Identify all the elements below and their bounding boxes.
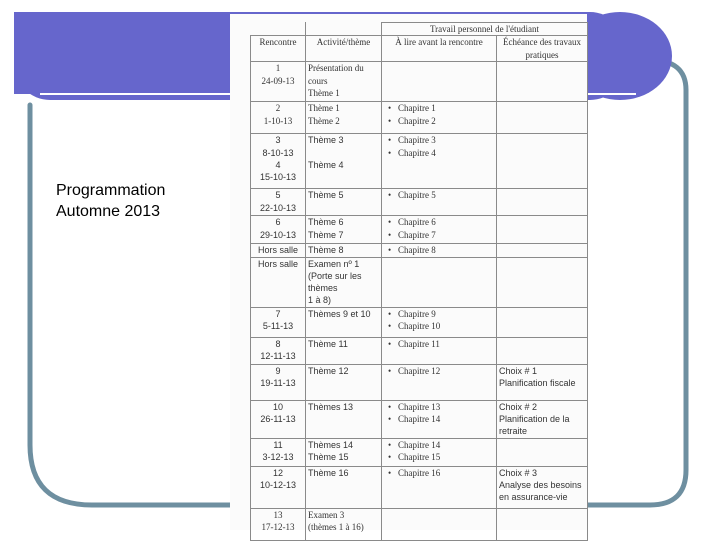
- cell-lectures: [382, 307, 497, 337]
- cell-line: Thème 16: [308, 467, 349, 478]
- cell-lectures: [382, 244, 497, 257]
- cell-echeance: [497, 364, 588, 400]
- cell-lectures: [382, 216, 497, 244]
- table-row: [251, 364, 588, 400]
- cell-line: 12: [272, 467, 283, 478]
- cell-line: 3-12-13: [262, 451, 294, 462]
- reading-item: • Chapitre 12: [384, 365, 494, 377]
- cell-line: 3: [275, 135, 281, 146]
- cell-activite: [306, 466, 382, 508]
- cell-line: Hors salle: [257, 258, 298, 269]
- cell-rencontre: [251, 189, 306, 216]
- schedule-table: [250, 22, 588, 541]
- cell-rencontre: [251, 134, 306, 189]
- header-group: Travail personnel de l'étudiant: [382, 23, 588, 36]
- cell-line: Thème 3: [308, 135, 344, 146]
- reading-item: • Chapitre 4: [384, 147, 494, 159]
- cell-activite: [306, 307, 382, 337]
- reading-item: • Chapitre 16: [384, 467, 494, 479]
- table-row: [251, 466, 588, 508]
- cell-line: 5-11-13: [262, 321, 294, 332]
- cell-line: [308, 147, 379, 159]
- reading-item: • Chapitre 2: [384, 115, 494, 127]
- cell-echeance: [497, 62, 588, 102]
- cell-lectures: [382, 364, 497, 400]
- reading-item: • Chapitre 7: [384, 229, 494, 241]
- cell-lectures: [382, 466, 497, 508]
- slide-title: Programmation Automne 2013: [56, 182, 166, 220]
- cell-echeance: [497, 438, 588, 466]
- cell-activite: [306, 337, 382, 364]
- header-empty: [306, 23, 382, 36]
- cell-lectures: [382, 257, 497, 307]
- cell-line: 22-10-13: [259, 202, 297, 213]
- reading-item: • Chapitre 13: [384, 401, 494, 413]
- reading-item: • Chapitre 15: [384, 451, 494, 463]
- cell-line: Thèmes 14: [308, 439, 354, 450]
- cell-line: Planification fiscale: [499, 378, 576, 389]
- table-row: [251, 189, 588, 216]
- cell-activite: [306, 62, 382, 102]
- table-row: [251, 134, 588, 189]
- table-row: [251, 400, 588, 438]
- cell-activite: [306, 438, 382, 466]
- cell-line: 1 à 8): [308, 295, 332, 306]
- cell-echeance: [497, 257, 588, 307]
- reading-item: • Chapitre 9: [384, 308, 494, 320]
- cell-line: Hors salle: [257, 245, 298, 256]
- cell-lectures: [382, 102, 497, 134]
- cell-activite: [306, 400, 382, 438]
- cell-rencontre: [251, 216, 306, 244]
- reading-item: • Chapitre 11: [384, 338, 494, 350]
- cell-lectures: [382, 400, 497, 438]
- cell-line: 10: [272, 401, 283, 412]
- cell-line: Thèmes 9 et 10: [308, 308, 371, 319]
- schedule-rows: [251, 62, 588, 540]
- cell-echeance: [497, 337, 588, 364]
- cell-lectures: [382, 189, 497, 216]
- table-row: [251, 244, 588, 257]
- cell-activite: [306, 244, 382, 257]
- cell-lectures: [382, 438, 497, 466]
- cell-echeance: [497, 216, 588, 244]
- cell-activite: [306, 134, 382, 189]
- reading-item: • Chapitre 10: [384, 320, 494, 332]
- table-row: [251, 257, 588, 307]
- cell-echeance: [497, 102, 588, 134]
- cell-activite: [306, 364, 382, 400]
- cell-line: Thème 11: [308, 338, 348, 349]
- header-rencontre: Rencontre: [251, 36, 306, 62]
- cell-activite: [306, 257, 382, 307]
- cell-lectures: [382, 62, 497, 102]
- cell-rencontre: [251, 257, 306, 307]
- reading-item: • Chapitre 8: [384, 244, 494, 256]
- table-row: [251, 62, 588, 102]
- cell-line: 13: [273, 509, 283, 520]
- table-row: [251, 337, 588, 364]
- cell-line: 8-10-13: [262, 147, 294, 158]
- cell-line: (Porte sur les thèmes: [308, 270, 362, 294]
- cell-line: Thème 2: [308, 115, 340, 126]
- cell-rencontre: [251, 364, 306, 400]
- cell-lectures: [382, 337, 497, 364]
- cell-activite: [306, 102, 382, 134]
- cell-echeance: [497, 508, 588, 540]
- cell-line: Thème 5: [308, 190, 344, 201]
- reading-item: • Chapitre 3: [384, 134, 494, 146]
- cell-line: Thème 4: [308, 159, 344, 170]
- cell-line: Planification de la retraite: [499, 414, 570, 437]
- cell-rencontre: [251, 438, 306, 466]
- cell-line: Thème 12: [308, 365, 349, 376]
- cell-activite: [306, 189, 382, 216]
- reading-item: • Chapitre 1: [384, 102, 494, 114]
- cell-echeance: [497, 134, 588, 189]
- table-row: [251, 508, 588, 540]
- cell-echeance: [497, 307, 588, 337]
- table-row: [251, 438, 588, 466]
- cell-line: 26-11-13: [260, 414, 296, 425]
- cell-rencontre: [251, 337, 306, 364]
- cell-line: 10-12-13: [259, 479, 297, 490]
- cell-rencontre: [251, 466, 306, 508]
- cell-line: Choix # 1: [499, 365, 538, 376]
- cell-line: Examen 3: [308, 509, 345, 520]
- header-activite: Activité/thème: [306, 36, 382, 62]
- cell-line: 15-10-13: [259, 172, 297, 183]
- cell-line: Analyse des besoins en assurance-vie: [499, 479, 582, 503]
- cell-rencontre: [251, 102, 306, 134]
- cell-line: Thème 1: [308, 103, 340, 114]
- reading-item: • Chapitre 14: [384, 413, 494, 425]
- cell-line: Thème 15: [308, 451, 349, 462]
- cell-line: Thèmes 13: [308, 401, 354, 412]
- header-lectures: À lire avant la rencontre: [382, 36, 497, 62]
- cell-line: 9: [275, 365, 281, 376]
- cell-lectures: [382, 508, 497, 540]
- cell-rencontre: [251, 244, 306, 257]
- cell-line: 5: [275, 190, 281, 201]
- table-row: [251, 102, 588, 134]
- cell-rencontre: [251, 400, 306, 438]
- cell-echeance: [497, 400, 588, 438]
- table-row: [251, 216, 588, 244]
- cell-rencontre: [251, 508, 306, 540]
- cell-echeance: [497, 189, 588, 216]
- cell-line: 19-11-13: [260, 378, 296, 389]
- cell-line: 6: [275, 217, 281, 228]
- header-empty: [251, 23, 306, 36]
- cell-line: 1: [275, 63, 281, 74]
- cell-echeance: [497, 466, 588, 508]
- cell-line: 29-10-13: [259, 229, 297, 240]
- reading-item: • Chapitre 14: [384, 439, 494, 451]
- cell-line: (thèmes 1 à 16): [308, 521, 364, 532]
- cell-rencontre: [251, 62, 306, 102]
- cell-line: 11: [273, 439, 283, 450]
- cell-line: Présentation du cours: [308, 63, 364, 86]
- cell-line: 4: [275, 159, 281, 170]
- cell-line: Thème 1: [308, 87, 340, 98]
- cell-line: Choix # 3: [499, 467, 538, 478]
- cell-echeance: [497, 244, 588, 257]
- cell-line: 1-10-13: [263, 115, 293, 126]
- table-row: [251, 307, 588, 337]
- cell-line: Choix # 2: [499, 401, 538, 412]
- cell-line: 12-11-13: [260, 351, 296, 362]
- reading-item: • Chapitre 5: [384, 189, 494, 201]
- cell-line: Examen nº 1: [308, 258, 360, 269]
- cell-activite: [306, 216, 382, 244]
- cell-line: 17-12-13: [261, 521, 295, 532]
- cell-line: 24-09-13: [261, 75, 295, 86]
- header-echeance: Échéance des travaux pratiques: [497, 36, 588, 62]
- cell-line: 7: [275, 308, 281, 319]
- cell-line: Thème 7: [308, 229, 344, 240]
- reading-item: • Chapitre 6: [384, 216, 494, 228]
- cell-line: 8: [275, 338, 281, 349]
- cell-lectures: [382, 134, 497, 189]
- cell-activite: [306, 508, 382, 540]
- cell-line: Thème 6: [308, 217, 344, 228]
- cell-line: 2: [275, 103, 281, 114]
- cell-line: Thème 8: [308, 245, 344, 256]
- cell-rencontre: [251, 307, 306, 337]
